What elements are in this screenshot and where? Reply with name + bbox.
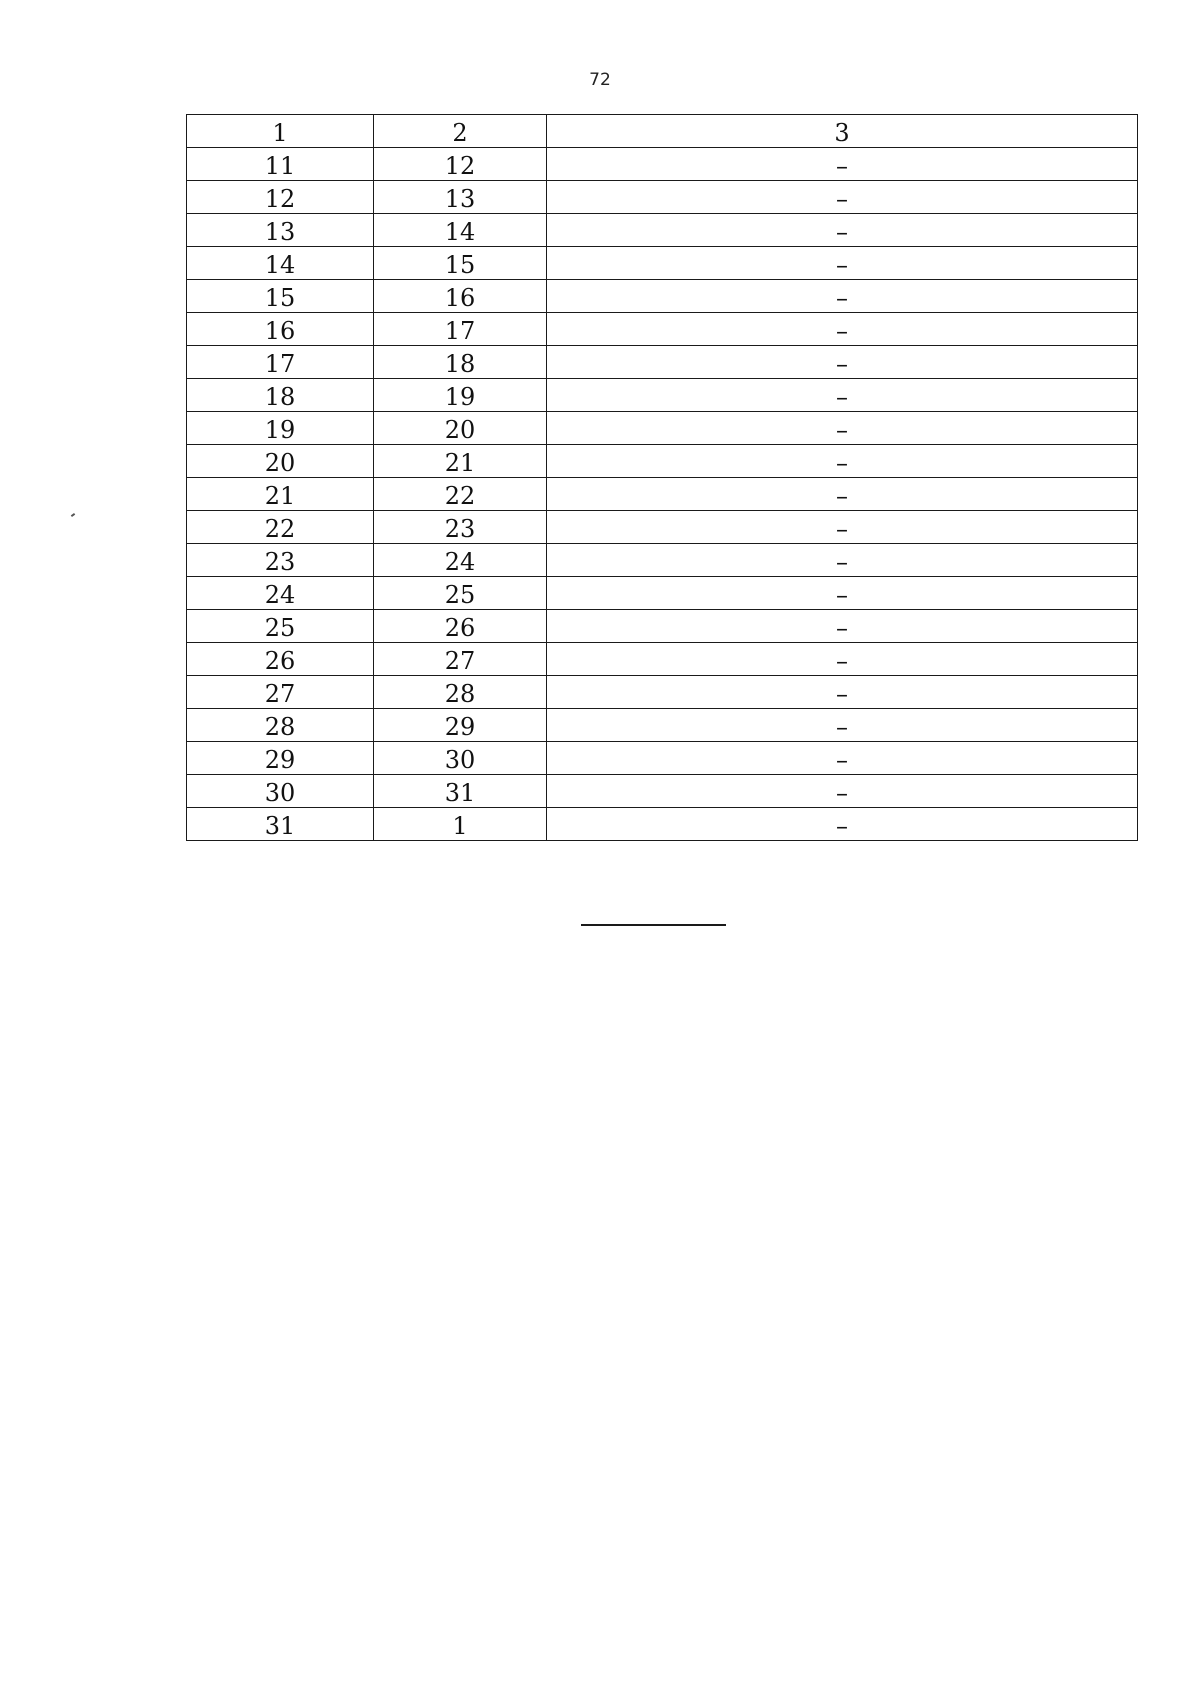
table-cell: 14 xyxy=(187,247,374,280)
table-cell: 12 xyxy=(374,148,547,181)
table-cell: 23 xyxy=(374,511,547,544)
table-cell: 16 xyxy=(374,280,547,313)
table-row xyxy=(187,148,1138,181)
table-row xyxy=(187,610,1138,643)
table-cell: 19 xyxy=(374,379,547,412)
table-row xyxy=(187,511,1138,544)
table-cell: 15 xyxy=(187,280,374,313)
table-cell: 22 xyxy=(187,511,374,544)
table-cell: 16 xyxy=(187,313,374,346)
table-cell: 12 xyxy=(187,181,374,214)
table-row xyxy=(187,412,1138,445)
table-cell: – xyxy=(547,478,1138,511)
table-row xyxy=(187,577,1138,610)
table-cell: 17 xyxy=(187,346,374,379)
table-row xyxy=(187,214,1138,247)
table-row xyxy=(187,643,1138,676)
table-row xyxy=(187,346,1138,379)
table-cell: 13 xyxy=(187,214,374,247)
table-cell: – xyxy=(547,643,1138,676)
header-cell: 2 xyxy=(374,115,547,148)
table-row xyxy=(187,379,1138,412)
table-cell: 24 xyxy=(187,577,374,610)
data-table xyxy=(186,114,1138,841)
table-cell: – xyxy=(547,544,1138,577)
table-cell: – xyxy=(547,511,1138,544)
table-cell: 20 xyxy=(374,412,547,445)
table-cell: 31 xyxy=(374,775,547,808)
table-cell: 18 xyxy=(187,379,374,412)
table-cell: – xyxy=(547,181,1138,214)
end-separator-line xyxy=(581,924,726,926)
table-cell: 31 xyxy=(187,808,374,841)
table-row xyxy=(187,676,1138,709)
table-cell: 14 xyxy=(374,214,547,247)
table-cell: – xyxy=(547,412,1138,445)
table-cell: 30 xyxy=(374,742,547,775)
table-cell: 25 xyxy=(374,577,547,610)
table-cell: – xyxy=(547,280,1138,313)
table-cell: – xyxy=(547,808,1138,841)
table-cell: 26 xyxy=(187,643,374,676)
table-cell: 28 xyxy=(374,676,547,709)
table-cell: 27 xyxy=(374,643,547,676)
table-cell: 19 xyxy=(187,412,374,445)
table-cell: 24 xyxy=(374,544,547,577)
table-cell: 13 xyxy=(374,181,547,214)
header-cell: 1 xyxy=(187,115,374,148)
table-cell: 25 xyxy=(187,610,374,643)
table-row xyxy=(187,181,1138,214)
table-cell: 29 xyxy=(374,709,547,742)
table-cell: 30 xyxy=(187,775,374,808)
table-cell: 21 xyxy=(374,445,547,478)
table-cell: – xyxy=(547,148,1138,181)
table-body xyxy=(187,115,1138,841)
table-cell: – xyxy=(547,775,1138,808)
table-cell: – xyxy=(547,313,1138,346)
table-cell: 17 xyxy=(374,313,547,346)
table-row xyxy=(187,544,1138,577)
stray-mark xyxy=(71,513,75,517)
table-cell: 26 xyxy=(374,610,547,643)
table-row xyxy=(187,280,1138,313)
table-cell: 29 xyxy=(187,742,374,775)
table-cell: 28 xyxy=(187,709,374,742)
table-row xyxy=(187,709,1138,742)
table-row xyxy=(187,742,1138,775)
table-cell: 18 xyxy=(374,346,547,379)
table-cell: 15 xyxy=(374,247,547,280)
table-cell: – xyxy=(547,610,1138,643)
page-number: 72 xyxy=(589,70,611,90)
table-row xyxy=(187,313,1138,346)
table-cell: – xyxy=(547,379,1138,412)
table-cell: 23 xyxy=(187,544,374,577)
table-cell: 21 xyxy=(187,478,374,511)
table-row xyxy=(187,247,1138,280)
table-cell: – xyxy=(547,742,1138,775)
table-header-row xyxy=(187,115,1138,148)
table-row xyxy=(187,808,1138,841)
table-cell: – xyxy=(547,214,1138,247)
table-row xyxy=(187,775,1138,808)
table-cell: 20 xyxy=(187,445,374,478)
table-row xyxy=(187,478,1138,511)
table-cell: – xyxy=(547,346,1138,379)
table-cell: – xyxy=(547,709,1138,742)
header-cell: 3 xyxy=(547,115,1138,148)
table-cell: 11 xyxy=(187,148,374,181)
table-cell: – xyxy=(547,247,1138,280)
table-cell: – xyxy=(547,577,1138,610)
table-cell: – xyxy=(547,676,1138,709)
table-cell: 1 xyxy=(374,808,547,841)
table-cell: – xyxy=(547,445,1138,478)
table-cell: 27 xyxy=(187,676,374,709)
table-cell: 22 xyxy=(374,478,547,511)
table-row xyxy=(187,445,1138,478)
